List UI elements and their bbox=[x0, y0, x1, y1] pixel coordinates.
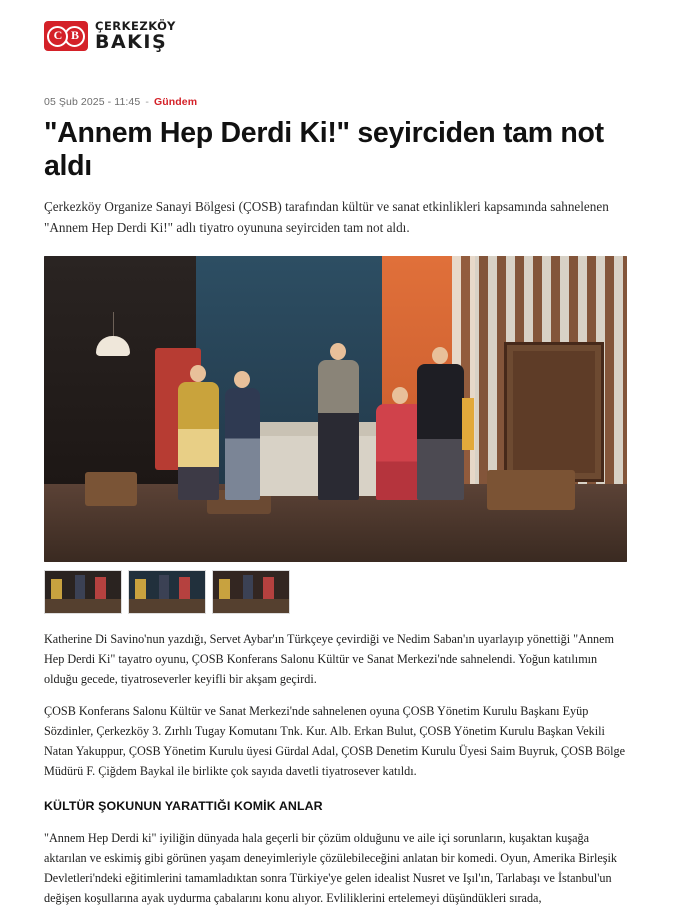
thumb-3-figure-b bbox=[243, 575, 252, 601]
gallery-thumb-2[interactable] bbox=[128, 570, 206, 614]
gallery-thumbnails[interactable] bbox=[44, 570, 627, 614]
thumb-2-figure-b bbox=[159, 575, 168, 601]
logo-mark-icon bbox=[44, 21, 88, 51]
hero-actor-4-head bbox=[392, 387, 408, 404]
logo-bottom-text: BAKIŞ bbox=[95, 30, 168, 53]
thumb-1-figure-b bbox=[75, 575, 84, 601]
hero-actor-1 bbox=[178, 382, 219, 500]
article-category-link[interactable]: Gündem bbox=[153, 96, 198, 108]
article-paragraph: "Annem Hep Derdi ki" iyiliğin dünyada hala geçerli bir çözüm olduğunu ve aile içi sorunların, kuşaktan kuşağa aktarılan ve eskimiş gibi görünen yaşam deneyimleriyle çözülebileceğini anlatan bir komedi. Oyun, Amerika Birleşik Devletleri'ndeki eğitimlerini tamamladıktan sonra Türkiye'ye gelen idealist Nusret ve Işıl'ın, Tarlabaşı ve İstanbul'un değişen koşullarına ayak uydurma çabalarını konu alıyor. Evliliklerini ertelemeyi düşündükleri sırada, bbox=[44, 831, 617, 905]
logo-top-text: ÇERKEZKÖY bbox=[95, 19, 176, 34]
thumb-2-floor bbox=[129, 599, 205, 613]
article-meta bbox=[44, 96, 627, 108]
logo-letter-c: C bbox=[47, 26, 68, 47]
hero-actor-5 bbox=[417, 364, 464, 500]
hero-actor-4 bbox=[376, 404, 423, 500]
logo-letter-b: B bbox=[64, 26, 85, 47]
meta-separator: - bbox=[145, 96, 149, 108]
thumb-3-figure-a bbox=[219, 579, 230, 601]
article-hero-image[interactable] bbox=[44, 256, 627, 562]
article-body bbox=[0, 96, 675, 908]
site-logo[interactable] bbox=[44, 21, 176, 51]
hero-cabinet-prop bbox=[504, 342, 603, 483]
article-paragraph: ÇOSB Konferans Salonu Kültür ve Sanat Merkezi'nde sahnelenen oyuna ÇOSB Yönetim Kurulu Başkanı Eyüp Sözdinler, Çerkezköy 3. Zırhlı Tugay Komutanı Tnk. Kur. Alb. Erkan Bulut, ÇOSB Yönetim Kurulu Başkan Vekili Natan Yakuppur, ÇOSB Yönetim Kurulu üyesi Gürdal Adal, ÇOSB Denetim Kurulu Üyesi Saim Buyruk, ÇOSB Bölge Müdürü F. Çiğdem Baykal ile birlikte çok sayıda davetli tiyatrosever katıldı. bbox=[44, 704, 625, 778]
article-summary: Çerkezköy Organize Sanayi Bölgesi (ÇOSB) tarafından kültür ve sanat etkinlikleri kapsamında sahnelenen "Annem Hep Derdi Ki!" adlı tiyatro oyununa seyirciden tam not aldı. bbox=[44, 199, 609, 235]
hero-side-table-prop bbox=[487, 470, 574, 510]
hero-stool-prop bbox=[85, 472, 137, 506]
gallery-thumb-1[interactable] bbox=[44, 570, 122, 614]
article-paragraph: Katherine Di Savino'nun yazdığı, Servet Aybar'ın Türkçeye çevirdiği ve Nedim Saban'ın uyarlayıp yönettiği "Annem Hep Derdi Ki" tayatro oyunu, ÇOSB Konferans Salonu Kültür ve Sanat Merkezi'nde sahnelendi. Yoğun katılımın olduğu gecede, tiyatroseverler keyifli bir akşam geçirdi. bbox=[44, 632, 615, 686]
thumb-1-figure-c bbox=[95, 577, 106, 601]
hero-actor-3 bbox=[318, 360, 359, 500]
hero-actor-3-head bbox=[330, 343, 346, 360]
thumb-2-figure-c bbox=[179, 577, 190, 601]
thumb-1-floor bbox=[45, 599, 121, 613]
hero-actor-5-head bbox=[432, 347, 448, 364]
hero-actor-2-head bbox=[234, 371, 250, 388]
hero-actor-1-head bbox=[190, 365, 206, 382]
thumb-3-floor bbox=[213, 599, 289, 613]
thumb-2-figure-a bbox=[135, 579, 146, 601]
article-subheading: KÜLTÜR ŞOKUNUN YARATTIĞI KOMİK ANLAR bbox=[44, 799, 323, 814]
logo-wordmark bbox=[95, 21, 176, 51]
thumb-3-figure-c bbox=[263, 577, 274, 601]
article-date: 05 Şub 2025 - 11:45 bbox=[44, 96, 141, 108]
thumb-1-figure-a bbox=[51, 579, 62, 601]
site-header bbox=[0, 0, 675, 58]
gallery-thumb-3[interactable] bbox=[212, 570, 290, 614]
page-title: "Annem Hep Derdi Ki!" seyirciden tam not aldı bbox=[44, 117, 604, 183]
hero-actor-2 bbox=[225, 388, 260, 500]
